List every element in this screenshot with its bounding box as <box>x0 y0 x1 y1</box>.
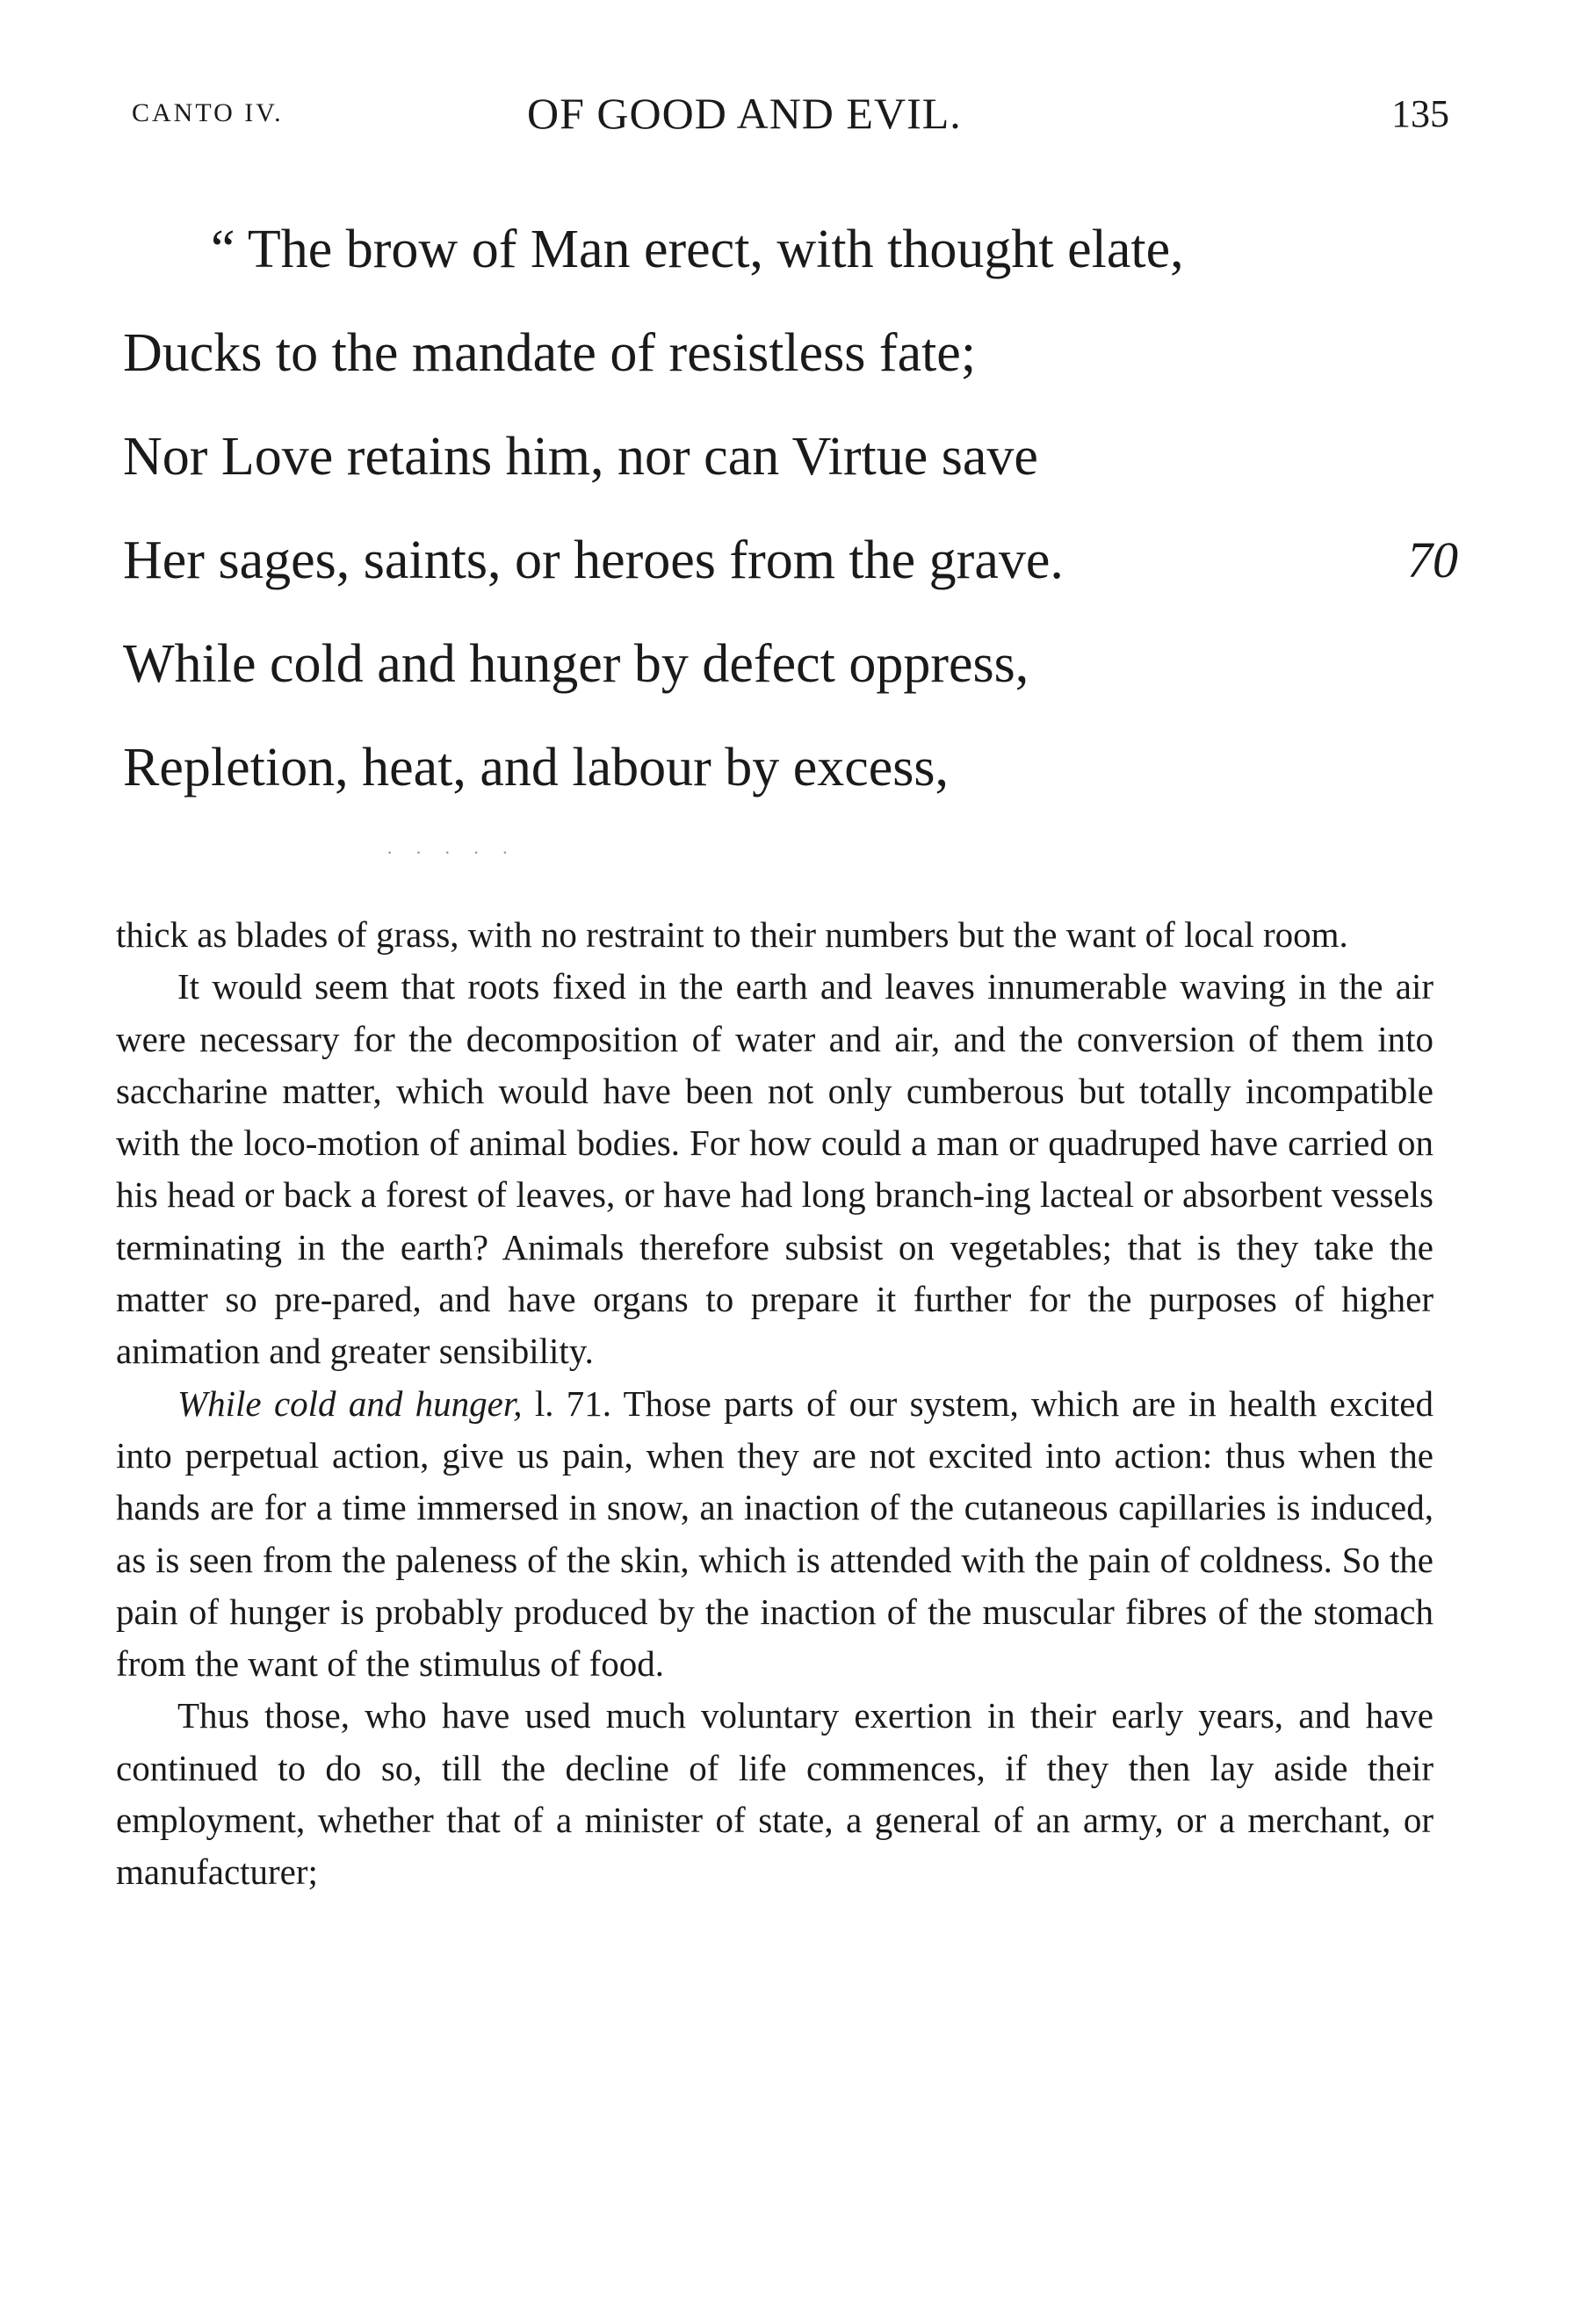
note-paragraph-body: l. 71. Those parts of our system, which are in health excited into perpetual action, give us pain, when they are not excited into action: thus when the hands are for a time immersed in snow, an inaction of the cutaneous capillaries is induced, as is seen from the paleness of the skin, which is attended with the pain of coldness. So the pain of hunger is probably produced by the inaction of the muscular fibres of the stomach from the want of the stimulus of food. <box>116 1382 1434 1685</box>
running-header <box>132 88 1449 149</box>
note-paragraph-roots: It would seem that roots fixed in the earth and leaves innumerable waving in the air were necessary for the decomposition of water and air, and the conversion of them into saccharine matter, which would have been not only cumberous but totally incompatible with the loco-motion of animal bodies. For how could a man or quadruped have carried on his head or back a forest of leaves, or have had long branch-ing lacteal or absorbent vessels terminating in the earth? Animals therefore subsist on vegetables; that is they take the matter so pre-pared, and have organs to prepare it further for the purposes of higher animation and greater sensibility. <box>116 966 1434 1372</box>
note-paragraph-exertion: Thus those, who have used much voluntary exertion in their early years, and have continued to do so, till the decline of life commences, if they then lay aside their employment, whether that of a minister of state, a general of an army, or a merchant, or manufacturer; <box>116 1695 1434 1893</box>
verse-line-text: “ The brow of Man erect, with thought elate, <box>211 220 1184 279</box>
verse-line <box>123 301 1458 405</box>
note-lead-phrase: While cold and hunger, <box>177 1382 523 1424</box>
verse-block <box>123 198 1458 819</box>
verse-line-text: While cold and hunger by defect oppress, <box>123 634 1029 694</box>
verse-line <box>123 612 1458 716</box>
verse-line <box>123 716 1458 819</box>
verse-line <box>123 198 1458 301</box>
verse-line-text: Her sages, saints, or heroes from the grave. <box>123 530 1064 590</box>
verse-line <box>123 509 1458 612</box>
page-number: 135 <box>1391 92 1449 135</box>
verse-line-number: 70 <box>1407 531 1458 588</box>
page-title: OF GOOD AND EVIL. <box>527 89 962 138</box>
section-divider: · · · · · <box>386 841 517 863</box>
verse-line-text: Nor Love retains him, nor can Virtue save <box>123 427 1038 487</box>
verse-line-text: Repletion, heat, and labour by excess, <box>123 738 950 798</box>
verse-line <box>123 405 1458 509</box>
note-continuation: thick as blades of grass, with no restraint to their numbers but the want of local room. <box>116 914 1348 955</box>
verse-line-text: Ducks to the mandate of resistless fate; <box>123 323 977 383</box>
note-paragraph-cold-hunger <box>116 1378 1434 1691</box>
canto-label: CANTO IV. <box>132 98 284 127</box>
footnotes <box>116 909 1434 1899</box>
